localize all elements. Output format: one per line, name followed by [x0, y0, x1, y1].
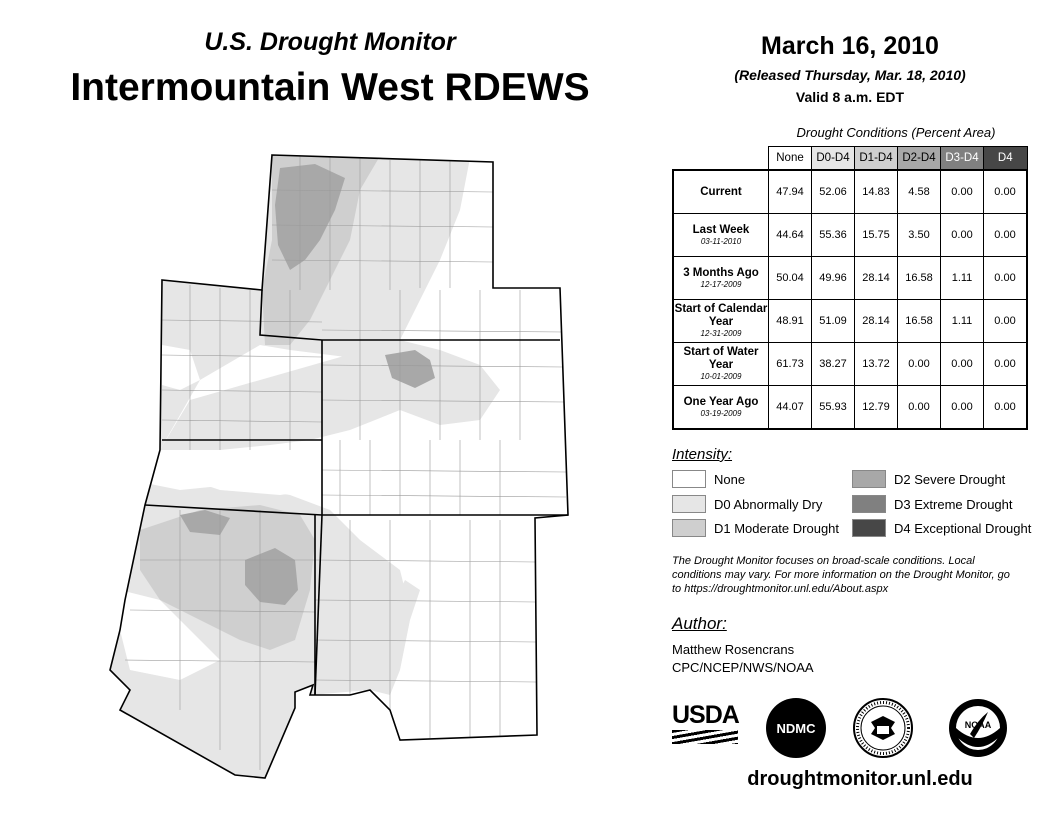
- table-cell: 50.04: [769, 257, 812, 300]
- header-d1-d4: D1-D4: [855, 147, 898, 171]
- table-row: [673, 257, 1027, 300]
- table-cell: 16.58: [898, 257, 941, 300]
- author-org: CPC/NCEP/NWS/NOAA: [672, 660, 814, 675]
- legend-item-none: [672, 470, 745, 488]
- legend-item-d1: [672, 519, 839, 537]
- table-cell: 0.00: [941, 343, 984, 386]
- legend-item-d2: [852, 470, 1005, 488]
- table-cell: 44.64: [769, 214, 812, 257]
- table-cell: 61.73: [769, 343, 812, 386]
- legend-swatch: [852, 519, 886, 537]
- row-date: 12-17-2009: [700, 279, 742, 289]
- legend-title: Intensity:: [672, 446, 733, 463]
- table-cell: 52.06: [812, 170, 855, 214]
- legend-label: D4 Exceptional Drought: [894, 520, 1032, 536]
- dept-of-commerce-seal-icon: [853, 698, 913, 758]
- legend-label: D2 Severe Drought: [894, 471, 1006, 487]
- header-blank: [673, 147, 769, 171]
- table-cell: 16.58: [898, 300, 941, 343]
- table-cell: 3.50: [898, 214, 941, 257]
- author-heading: Author:: [672, 614, 727, 633]
- legend-item-d0: [672, 495, 822, 513]
- table-cell: 0.00: [941, 386, 984, 430]
- table-row: [673, 386, 1027, 430]
- table-cell: 55.36: [812, 214, 855, 257]
- table-row: [673, 343, 1027, 386]
- legend-label: None: [714, 471, 746, 487]
- table-cell: 28.14: [855, 300, 898, 343]
- row-label: Last Week 03-11-2010: [673, 214, 769, 257]
- table-cell: 15.75: [855, 214, 898, 257]
- table-body: [673, 170, 1027, 429]
- table-cell: 55.93: [812, 386, 855, 430]
- row-label: One Year Ago 03-19-2009: [673, 386, 769, 430]
- table-cell: 0.00: [941, 214, 984, 257]
- row-date: 10-01-2009: [700, 372, 742, 381]
- table-cell: 0.00: [984, 343, 1028, 386]
- row-date: 03-19-2009: [700, 408, 742, 418]
- legend-item-d4: [852, 519, 1031, 537]
- legend-label: D1 Moderate Drought: [714, 520, 840, 536]
- table-cell: 38.27: [812, 343, 855, 386]
- table-cell: 44.07: [769, 386, 812, 430]
- header-none: None: [769, 147, 812, 171]
- row-label: Current: [673, 170, 769, 214]
- table-cell: 0.00: [984, 170, 1028, 214]
- table-cell: 0.00: [898, 386, 941, 430]
- ndmc-logo-text: NDMC: [776, 720, 816, 736]
- table-cell: 14.83: [855, 170, 898, 214]
- header-d4: D4: [984, 147, 1028, 171]
- table-cell: 0.00: [984, 214, 1028, 257]
- author-name: Matthew Rosencrans: [672, 642, 795, 657]
- table-row: [673, 214, 1027, 257]
- table-row: [673, 170, 1027, 214]
- legend-swatch: [672, 519, 706, 537]
- table-cell: 13.72: [855, 343, 898, 386]
- drought-map: [100, 150, 580, 780]
- row-label: Start of Calendar Year 12-31-2009: [673, 300, 769, 343]
- table-cell: 47.94: [769, 170, 812, 214]
- legend-swatch: [852, 470, 886, 488]
- table-cell: 48.91: [769, 300, 812, 343]
- table-cell: 1.11: [941, 300, 984, 343]
- table-cell: 1.11: [941, 257, 984, 300]
- legend-swatch: [852, 495, 886, 513]
- table-cell: 4.58: [898, 170, 941, 214]
- noaa-logo: [948, 698, 1008, 758]
- legend-label: D0 Abnormally Dry: [714, 496, 823, 512]
- usda-logo: [672, 702, 738, 748]
- table-caption: Drought Conditions (Percent Area): [796, 125, 996, 140]
- map-title: Intermountain West RDEWS: [70, 66, 590, 109]
- usda-logo-stripes: [672, 730, 738, 744]
- header-d3-d4: D3-D4: [941, 147, 984, 171]
- table-cell: 0.00: [984, 300, 1028, 343]
- table-cell: 51.09: [812, 300, 855, 343]
- legend-swatch: [672, 495, 706, 513]
- disclaimer-note: The Drought Monitor focuses on broad-scale conditions. Local conditions may vary. For more information on the Drought Monitor, go to https://droughtmonitor.unl.edu/About.aspx: [672, 555, 1010, 595]
- release-date: (Released Thursday, Mar. 18, 2010): [734, 67, 966, 83]
- noaa-logo-text: NOAA: [964, 720, 992, 730]
- map-date: March 16, 2010: [761, 32, 939, 60]
- valid-time: Valid 8 a.m. EDT: [795, 89, 905, 105]
- row-date: 03-11-2010: [700, 236, 742, 246]
- table-cell: 0.00: [898, 343, 941, 386]
- legend-item-d3: [852, 495, 1013, 513]
- ndmc-logo: [766, 698, 826, 758]
- row-date: 12-31-2009: [700, 329, 742, 338]
- map-supertitle: U.S. Drought Monitor: [204, 28, 456, 56]
- legend-swatch: [672, 470, 706, 488]
- table-cell: 0.00: [941, 170, 984, 214]
- header-d2-d4: D2-D4: [898, 147, 941, 171]
- usda-logo-text: USDA: [672, 701, 739, 729]
- footer-url[interactable]: droughtmonitor.unl.edu: [747, 768, 973, 790]
- table-cell: 12.79: [855, 386, 898, 430]
- table-cell: 0.00: [984, 386, 1028, 430]
- table-header-row: [673, 147, 1027, 171]
- table-cell: 28.14: [855, 257, 898, 300]
- header-d0-d4: D0-D4: [812, 147, 855, 171]
- row-label: Start of Water Year 10-01-2009: [673, 343, 769, 386]
- table-cell: 0.00: [984, 257, 1028, 300]
- table-row: [673, 300, 1027, 343]
- table-cell: 49.96: [812, 257, 855, 300]
- row-label: 3 Months Ago 12-17-2009: [673, 257, 769, 300]
- legend-label: D3 Extreme Drought: [894, 496, 1013, 512]
- drought-conditions-table: [672, 146, 1028, 430]
